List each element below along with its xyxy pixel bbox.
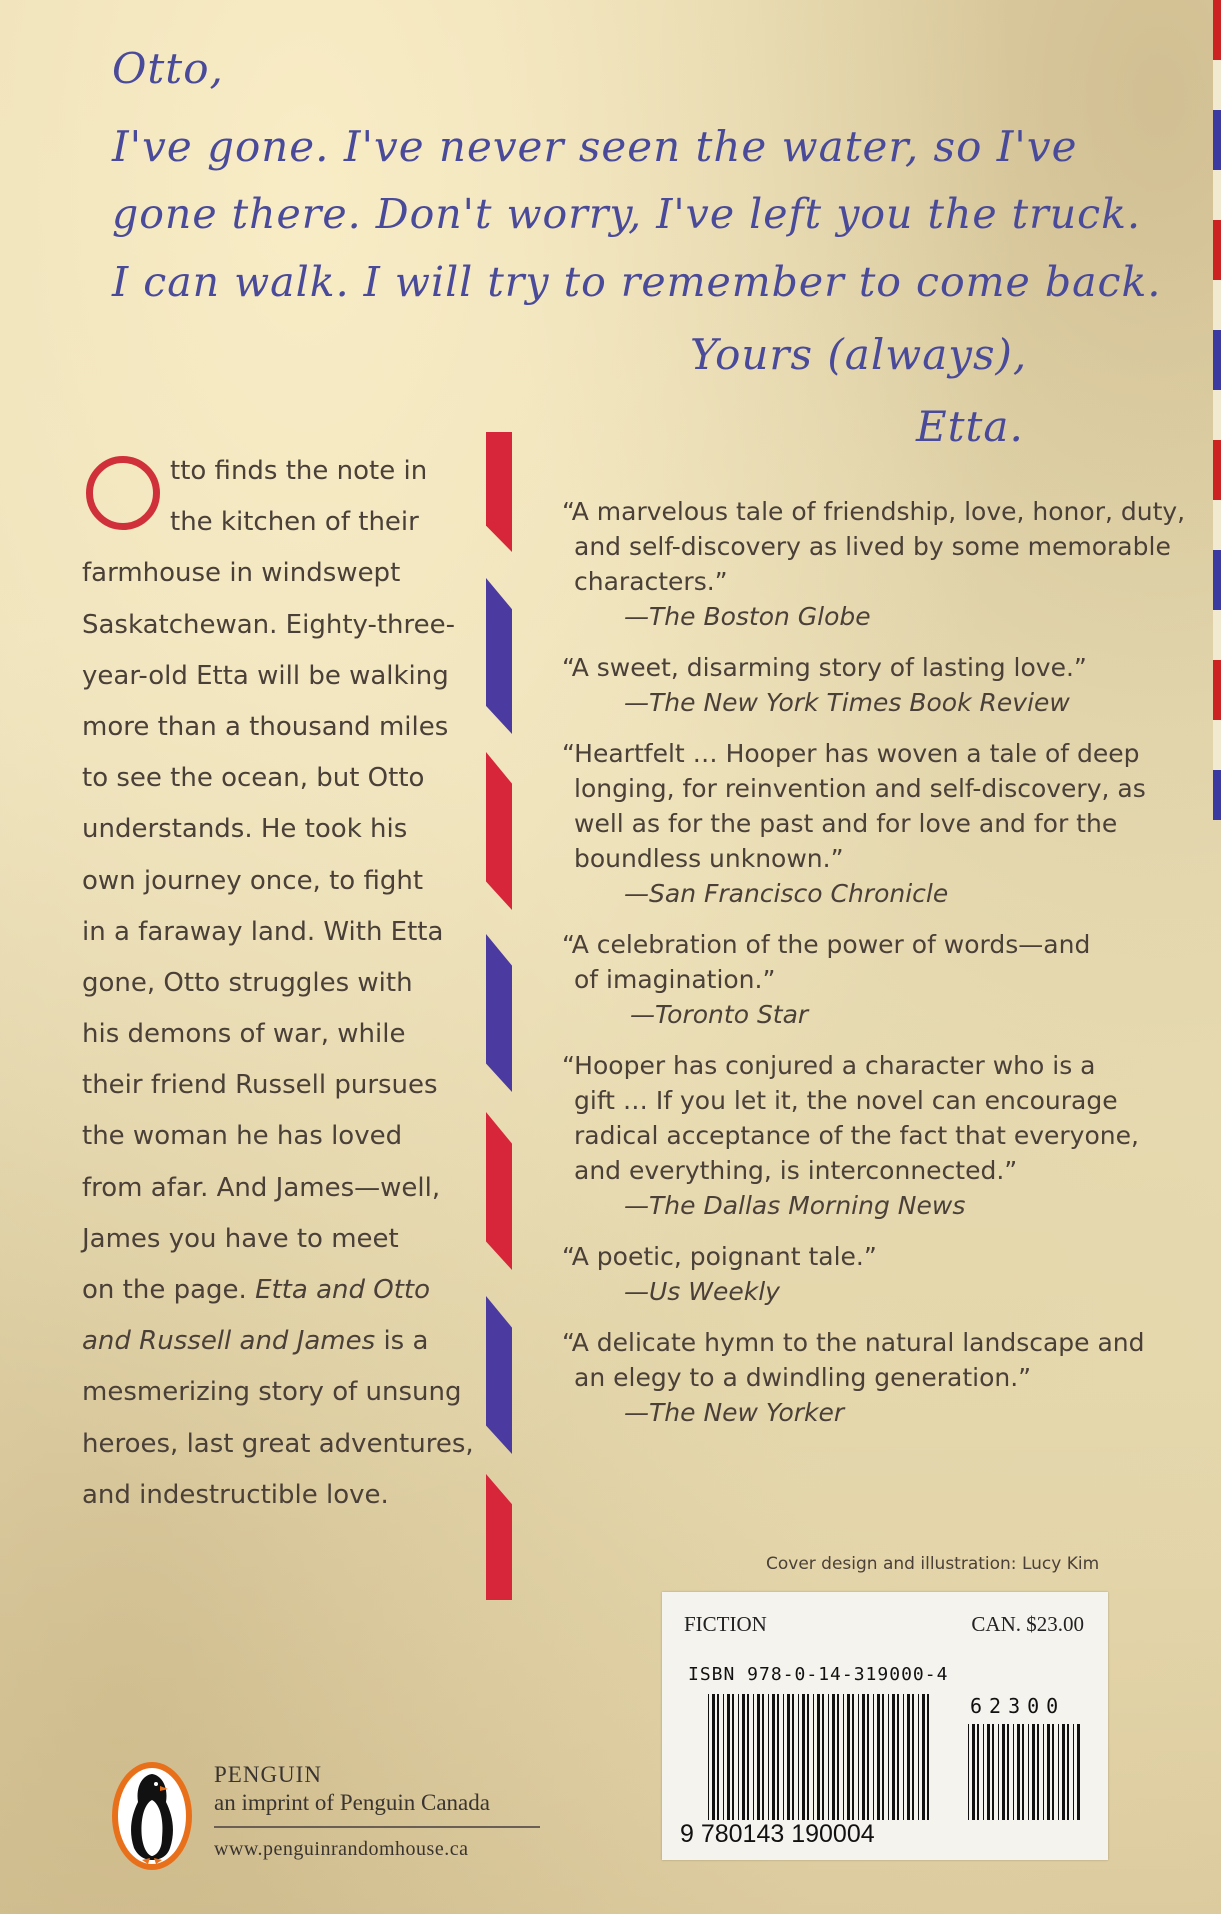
blurb-line bbox=[82, 1265, 462, 1316]
review-item bbox=[562, 494, 1186, 634]
barcode-bar bbox=[983, 1724, 984, 1820]
barcode-bar bbox=[877, 1694, 880, 1820]
barcode-bar bbox=[742, 1694, 745, 1820]
barcode-bar bbox=[727, 1694, 730, 1820]
review-item bbox=[562, 1048, 1162, 1223]
barcode-bar bbox=[992, 1724, 994, 1820]
blurb-line: the woman he has loved bbox=[82, 1121, 403, 1152]
barcode-bar bbox=[922, 1694, 925, 1820]
barcode-bar bbox=[832, 1694, 835, 1820]
barcode-bar bbox=[1022, 1724, 1024, 1820]
book-blurb bbox=[82, 446, 474, 1521]
barcode-bar bbox=[1028, 1724, 1029, 1820]
barcode-bar bbox=[1052, 1724, 1054, 1820]
quote-line: well as for the past and for love and for the bbox=[574, 809, 1118, 838]
review-source bbox=[562, 599, 1162, 634]
blurb-line: understands. He took his bbox=[82, 814, 408, 845]
barcode-box bbox=[662, 1592, 1108, 1860]
review-quote bbox=[562, 1325, 1162, 1395]
source-name: —Toronto Star bbox=[630, 1000, 809, 1029]
barcode-digits: 9 780143 190004 bbox=[680, 1820, 875, 1848]
barcode-bar bbox=[712, 1694, 715, 1820]
review-item bbox=[562, 1325, 1162, 1430]
review-item bbox=[562, 650, 1162, 720]
barcode-bar bbox=[927, 1694, 929, 1820]
review-source bbox=[562, 685, 1162, 720]
review-source bbox=[562, 1395, 1162, 1430]
source-name: —Us Weekly bbox=[624, 1277, 780, 1306]
book-title: and Russell and James bbox=[82, 1326, 376, 1357]
source-name: —The New Yorker bbox=[624, 1398, 845, 1427]
ribbon-stripe-red bbox=[486, 1112, 512, 1270]
blurb-line: in a faraway land. With Etta bbox=[82, 916, 444, 947]
review-source bbox=[562, 1274, 1162, 1309]
barcode-bar bbox=[1047, 1724, 1050, 1820]
source-name: —The New York Times Book Review bbox=[624, 688, 1070, 717]
barcode-bar bbox=[777, 1694, 779, 1820]
blurb-line: heroes, last great adventures, bbox=[82, 1428, 474, 1459]
source-name: —The Dallas Morning News bbox=[624, 1191, 966, 1220]
review-quote bbox=[562, 736, 1162, 876]
ribbon-stripe-red bbox=[486, 752, 512, 910]
blurb-line: own journey once, to fight bbox=[82, 865, 424, 896]
quote-line: radical acceptance of the fact that everyone, bbox=[574, 1121, 1139, 1150]
source-name: —The Boston Globe bbox=[624, 602, 871, 631]
barcode-bar bbox=[858, 1694, 859, 1820]
barcode-bar bbox=[977, 1724, 979, 1820]
blurb-line: gone, Otto struggles with bbox=[82, 967, 413, 998]
barcode-bar bbox=[882, 1694, 884, 1820]
review-quote bbox=[562, 1048, 1162, 1188]
review-list bbox=[562, 494, 1186, 1446]
ribbon-stripe-blue bbox=[486, 1296, 512, 1454]
blurb-line: from afar. And James—well, bbox=[82, 1172, 441, 1203]
review-quote bbox=[562, 494, 1186, 599]
barcode-bar bbox=[897, 1694, 899, 1820]
barcode-bar bbox=[817, 1694, 820, 1820]
barcode-bar bbox=[847, 1694, 850, 1820]
barcode-bar bbox=[892, 1694, 895, 1820]
blurb-line: his demons of war, while bbox=[82, 1019, 406, 1050]
quote-line: characters.” bbox=[574, 567, 728, 596]
blurb-line: to see the ocean, but Otto bbox=[82, 763, 425, 794]
barcode-bar bbox=[717, 1694, 719, 1820]
barcode-bar bbox=[723, 1694, 724, 1820]
note-salutation: Otto, bbox=[112, 44, 224, 93]
barcode-bar bbox=[1062, 1724, 1065, 1820]
barcode-bar bbox=[1058, 1724, 1059, 1820]
barcode-bar bbox=[738, 1694, 739, 1820]
ribbon-stripe-blue bbox=[486, 934, 512, 1092]
barcode-bar bbox=[1043, 1724, 1044, 1820]
barcode-bar bbox=[787, 1694, 790, 1820]
barcode-bar bbox=[798, 1694, 799, 1820]
quote-line: “A celebration of the power of words—and bbox=[562, 930, 1091, 959]
barcode-bar bbox=[1007, 1724, 1009, 1820]
blurb-text: on the page. bbox=[82, 1275, 256, 1305]
blurb-line: the kitchen of their bbox=[170, 507, 419, 538]
quote-line: “Hooper has conjured a character who is a bbox=[562, 1051, 1096, 1080]
barcode-bar bbox=[802, 1694, 805, 1820]
drop-cap-o bbox=[86, 456, 160, 530]
note-line-1: I've gone. I've never seen the water, so I've bbox=[112, 122, 1078, 171]
quote-line: “A poetic, poignant tale.” bbox=[562, 1242, 877, 1271]
review-quote bbox=[562, 1239, 1162, 1274]
book-title: Etta and Otto bbox=[255, 1275, 431, 1305]
quote-line: and everything, is interconnected.” bbox=[574, 1156, 1018, 1185]
review-item bbox=[562, 1239, 1162, 1309]
barcode-bar bbox=[888, 1694, 889, 1820]
cover-credit: Cover design and illustration: Lucy Kim bbox=[766, 1554, 1100, 1574]
divider bbox=[214, 1826, 540, 1828]
barcode-bar bbox=[1013, 1724, 1014, 1820]
barcode-bar bbox=[762, 1694, 764, 1820]
price-addon-digits: 62300 bbox=[970, 1694, 1066, 1718]
blurb-line: more than a thousand miles bbox=[82, 711, 449, 742]
barcode-bar bbox=[873, 1694, 874, 1820]
note-line-2: gone there. Don't worry, I've left you the truck. bbox=[112, 190, 1141, 238]
quote-line: “Heartfelt … Hooper has woven a tale of deep bbox=[562, 739, 1140, 768]
isbn-label: ISBN 978-0-14-319000-4 bbox=[688, 1664, 949, 1685]
barcode-bar bbox=[1073, 1724, 1074, 1820]
quote-line: an elegy to a dwindling generation.” bbox=[574, 1363, 1032, 1392]
isbn-barcode bbox=[708, 1694, 934, 1820]
barcode-bar bbox=[998, 1724, 999, 1820]
blurb-line bbox=[82, 1316, 462, 1367]
barcode-bar bbox=[753, 1694, 754, 1820]
barcode-bar bbox=[968, 1724, 969, 1820]
blurb-line: Saskatchewan. Eighty-three- bbox=[82, 609, 455, 640]
barcode-bar bbox=[732, 1694, 734, 1820]
barcode-bar bbox=[1067, 1724, 1069, 1820]
barcode-bar bbox=[828, 1694, 829, 1820]
quote-line: and self-discovery as lived by some memorable bbox=[574, 532, 1171, 561]
barcode-bar bbox=[852, 1694, 854, 1820]
barcode-bar bbox=[792, 1694, 794, 1820]
note-signature: Etta. bbox=[916, 402, 1024, 451]
barcode-bar bbox=[708, 1694, 709, 1820]
blurb-line: year-old Etta will be walking bbox=[82, 660, 449, 691]
barcode-bar bbox=[987, 1724, 990, 1820]
blurb-text: is a bbox=[375, 1326, 429, 1357]
quote-line: gift … If you let it, the novel can encourage bbox=[574, 1086, 1118, 1115]
ribbon-stripe-red bbox=[486, 1474, 512, 1600]
penguin-logo-icon bbox=[110, 1760, 194, 1872]
barcode-bar bbox=[918, 1694, 919, 1820]
barcode-bar bbox=[772, 1694, 775, 1820]
quote-line: of imagination.” bbox=[574, 965, 776, 994]
publisher-imprint: an imprint of Penguin Canada bbox=[214, 1790, 490, 1815]
barcode-bar bbox=[783, 1694, 784, 1820]
source-name: —San Francisco Chronicle bbox=[624, 879, 949, 908]
barcode-bar bbox=[862, 1694, 865, 1820]
blurb-line: tto finds the note in bbox=[170, 456, 428, 486]
quote-line: “A delicate hymn to the natural landscape and bbox=[562, 1328, 1145, 1357]
barcode-bar bbox=[843, 1694, 844, 1820]
barcode-bar bbox=[903, 1694, 904, 1820]
publisher-info bbox=[214, 1762, 540, 1861]
review-quote bbox=[562, 650, 1162, 685]
blurb-line: their friend Russell pursues bbox=[82, 1070, 438, 1101]
barcode-bar bbox=[813, 1694, 814, 1820]
ribbon-stripe-red bbox=[486, 432, 512, 552]
barcode-bar bbox=[912, 1694, 914, 1820]
review-item bbox=[562, 927, 1162, 1032]
review-source bbox=[562, 876, 1162, 911]
barcode-bar bbox=[837, 1694, 839, 1820]
note-line-3: I can walk. I will try to remember to come back. bbox=[112, 258, 1162, 306]
quote-line: “A marvelous tale of friendship, love, honor, duty, bbox=[562, 497, 1186, 526]
quote-line: “A sweet, disarming story of lasting love.” bbox=[562, 653, 1087, 682]
barcode-bar bbox=[1002, 1724, 1005, 1820]
review-source bbox=[562, 1188, 1162, 1223]
barcode-bar bbox=[1032, 1724, 1035, 1820]
barcode-bar bbox=[1017, 1724, 1020, 1820]
barcode-bar bbox=[1037, 1724, 1039, 1820]
barcode-bar bbox=[807, 1694, 809, 1820]
quote-line: boundless unknown.” bbox=[574, 844, 844, 873]
publisher-url: www.penguinrandomhouse.ca bbox=[214, 1838, 469, 1860]
price-label: CAN. $23.00 bbox=[971, 1612, 1084, 1636]
category-label: FICTION bbox=[684, 1612, 767, 1636]
quote-line: longing, for reinvention and self-discovery, as bbox=[574, 774, 1146, 803]
ribbon-stripe-blue bbox=[486, 578, 512, 734]
review-quote bbox=[562, 927, 1162, 997]
review-source bbox=[562, 997, 1162, 1032]
blurb-line: and indestructible love. bbox=[82, 1479, 389, 1510]
barcode-bar bbox=[907, 1694, 910, 1820]
blurb-line: James you have to meet bbox=[82, 1223, 399, 1254]
barcode-bar bbox=[822, 1694, 824, 1820]
review-item bbox=[562, 736, 1162, 911]
handwritten-note bbox=[0, 0, 1221, 460]
barcode-bar bbox=[1077, 1724, 1080, 1820]
price-addon-barcode bbox=[968, 1724, 1080, 1820]
barcode-bar bbox=[757, 1694, 760, 1820]
barcode-bar bbox=[768, 1694, 769, 1820]
barcode-bar bbox=[867, 1694, 869, 1820]
blurb-line: mesmerizing story of unsung bbox=[82, 1377, 462, 1408]
blurb-line: farmhouse in windswept bbox=[82, 558, 401, 589]
barcode-bar bbox=[972, 1724, 975, 1820]
note-closing: Yours (always), bbox=[690, 330, 1028, 379]
barcode-bar bbox=[747, 1694, 749, 1820]
publisher-name: PENGUIN bbox=[214, 1762, 322, 1787]
